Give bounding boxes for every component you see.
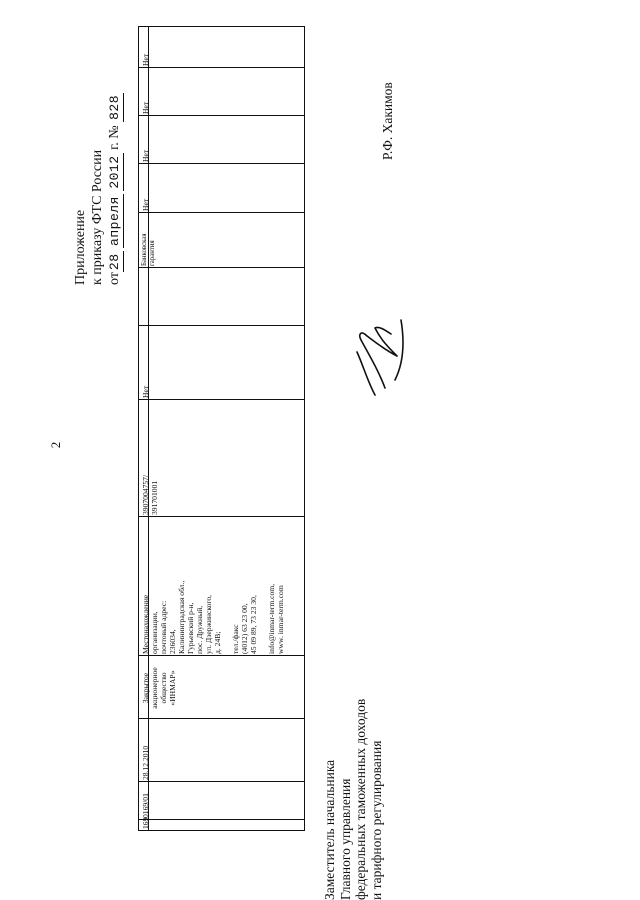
number-sign: № bbox=[107, 125, 122, 139]
signatory-title bbox=[322, 340, 384, 900]
cell-seq: 169 bbox=[141, 817, 150, 829]
date-month: апреля bbox=[107, 196, 122, 246]
column-divider bbox=[139, 516, 304, 517]
signatory-title-line: и тарифного регулирования bbox=[368, 740, 384, 900]
cell-col10: Нет bbox=[141, 198, 150, 211]
date-day: 28 bbox=[107, 253, 122, 271]
cell-reg-number: 0169/01 bbox=[141, 793, 150, 818]
appendix-order-ref: к приказу ФТС России bbox=[90, 149, 105, 285]
cell-address: Местонахождение организации, почтовый адрес: 236034, Калининградская обл., Гурьевский р-н, пос. Дружный, ул. Дзержинского, д. 24В; тел./факс (4012) 63 23 00, 45 09 89, 73 23 30, info@inmar-term.com, www. inmar-term.com bbox=[141, 580, 285, 654]
cell-col11: Нет bbox=[141, 149, 150, 162]
column-divider bbox=[139, 67, 304, 68]
appendix-header bbox=[72, 75, 124, 285]
signatory-title-line: федеральных таможенных доходов bbox=[353, 698, 368, 900]
cell-date: 28.12.2010 bbox=[141, 745, 150, 780]
column-divider bbox=[139, 399, 304, 400]
cell-inn-kpp: 3907004757/ 391701001 bbox=[141, 474, 159, 515]
signatory-title-line: Заместитель начальника bbox=[322, 759, 337, 900]
signatory-title-line: Главного управления bbox=[337, 778, 353, 900]
appendix-title: Приложение bbox=[73, 209, 88, 285]
date-year: 2012 bbox=[107, 155, 122, 189]
cell-name: Закрытое акционерное общество «ИНМАР» bbox=[141, 667, 177, 709]
column-divider bbox=[139, 115, 304, 116]
registry-table bbox=[138, 26, 305, 831]
column-divider bbox=[139, 325, 304, 326]
column-divider bbox=[139, 718, 304, 719]
column-divider bbox=[139, 819, 304, 820]
column-divider bbox=[139, 212, 304, 213]
column-divider bbox=[139, 781, 304, 782]
cell-col12: Нет bbox=[141, 101, 150, 114]
cell-guarantee: Банковская гарантия bbox=[141, 233, 156, 266]
signatory-name: Р.Ф. Хакимов bbox=[380, 82, 395, 160]
date-prefix: от bbox=[107, 272, 122, 285]
handwritten-signature bbox=[345, 315, 415, 400]
column-divider bbox=[139, 163, 304, 164]
cell-col7: Нет bbox=[141, 385, 150, 398]
appendix-date-line bbox=[107, 93, 122, 285]
column-divider bbox=[139, 267, 304, 268]
column-divider bbox=[139, 655, 304, 656]
page-number: 2 bbox=[48, 441, 63, 449]
cell-col13: Нет bbox=[141, 53, 150, 66]
date-year-suffix: г. bbox=[107, 142, 122, 150]
order-number: 828 bbox=[107, 94, 122, 120]
